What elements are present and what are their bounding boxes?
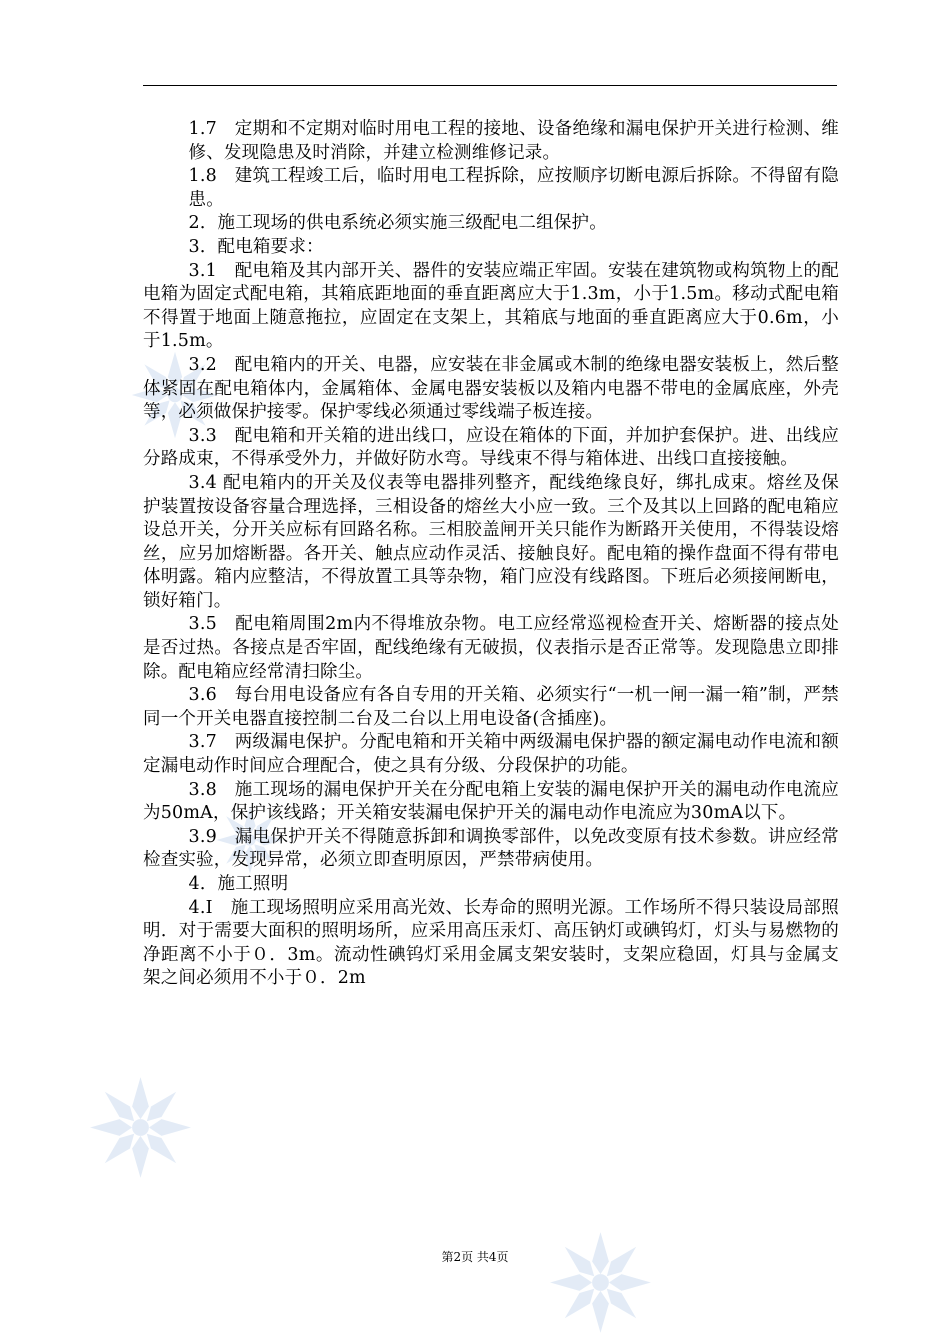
document-body — [143, 118, 839, 991]
paragraph-1-8: 1.8 建筑工程竣工后，临时用电工程拆除，应按顺序切断电源后拆除。不得留有隐患。 — [188, 166, 839, 210]
paragraph-3-7: 3.7 两级漏电保护。分配电箱和开关箱中两级漏电保护器的额定漏电动作电流和额定漏电动作时间应合理配合，使之具有分级、分段保护的功能。 — [143, 732, 839, 777]
header-rule — [143, 85, 837, 86]
paragraph-1-7: 1.7 定期和不定期对临时用电工程的接地、设备绝缘和漏电保护开关进行检测、维修、发现隐患及时消除，并建立检测维修记录。 — [188, 119, 839, 163]
snowflake-watermark-icon — [88, 1075, 193, 1180]
paragraph-3-9: 3.9 漏电保护开关不得随意拆卸和调换零部件，以免改变原有技术参数。讲应经常检查实验，发现异常，必须立即查明原因，严禁带病使用。 — [143, 826, 839, 871]
paragraph-3-4: 3.4 配电箱内的开关及仪表等电器排列整齐，配线绝缘良好，绑扎成束。熔丝及保护装置按设备容量合理选择，三相设备的熔丝大小应一致。三个及其以上回路的配电箱应设总开关，分开关应标有回路名称。三相胶盖闸开关只能作为断路开关使用，不得装设熔丝，应另加熔断器。各开关、触点应动作灵活、接触良好。配电箱的操作盘面不得有带电体明露。箱内应整洁，不得放置工具等杂物，箱门应没有线路图。下班后必须接闸断电，锁好箱门。 — [143, 472, 839, 611]
paragraph-3-3: 3.3 配电箱和开关箱的进出线口，应设在箱体的下面，并加护套保护。进、出线应分路成束，不得承受外力，并做好防水弯。导线束不得与箱体进、出线口直接接触。 — [143, 425, 839, 470]
paragraph-3-2: 3.2 配电箱内的开关、电器，应安装在非金属或木制的绝缘电器安装板上，然后整体紧固在配电箱体内，金属箱体、金属电器安装板以及箱内电器不带电的金属底座，外壳等，必须做保护接零。保护零线必须通过零线端子板连接。 — [143, 354, 839, 423]
snowflake-watermark-icon — [548, 1230, 653, 1335]
section-heading-3: 3．配电箱要求： — [188, 236, 324, 257]
paragraph-3-5: 3.5 配电箱周围2m内不得堆放杂物。电工应经常巡视检查开关、熔断器的接点处是否过热。各接点是否牢固，配线绝缘有无破损，仪表指示是否正常等。发现隐患立即排除。配电箱应经常清扫除尘。 — [143, 614, 839, 682]
paragraph-3-6: 3.6 每台用电设备应有各自专用的开关箱、必须实行“一机一闸一漏一箱”制，严禁同一个开关电器直接控制二台及二台以上用电设备(含插座)。 — [143, 685, 839, 729]
section-heading-4: 4．施工照明 — [188, 874, 289, 894]
paragraph-3-1: 3.1 配电箱及其内部开关、器件的安装应端正牢固。安装在建筑物或构筑物上的配电箱为固定式配电箱，其箱底距地面的垂直距离应大于1.3m，小于1.5m。移动式配电箱不得置于地面上随意拖拉，应固定在支架上，其箱底与地面的垂直距离应大于0.6m，小于1.5m。 — [143, 260, 839, 352]
paragraph-3-8: 3.8 施工现场的漏电保护开关在分配电箱上安装的漏电保护开关的漏电动作电流应 为50mA，保护该线路；开关箱安装漏电保护开关的漏电动作电流应为30mA以下。 — [143, 779, 839, 824]
paragraph-4-1: 4.I 施工现场照明应采用高光效、长寿命的照明光源。工作场所不得只装设局部照明．对于需要大面积的照明场所，应采用高压汞灯、高压钠灯或碘钨灯，灯头与易燃物的净距离不小于０．3m。流动性碘钨灯采用金属支架安装时，支架应稳固，灯具与金属支架之间必须用不小于０．2m — [143, 897, 839, 989]
page-number-footer: 第2页 共4页 — [441, 1250, 509, 1264]
paragraph-2: 2．施工现场的供电系统必须实施三级配电二组保护。 — [188, 213, 607, 234]
